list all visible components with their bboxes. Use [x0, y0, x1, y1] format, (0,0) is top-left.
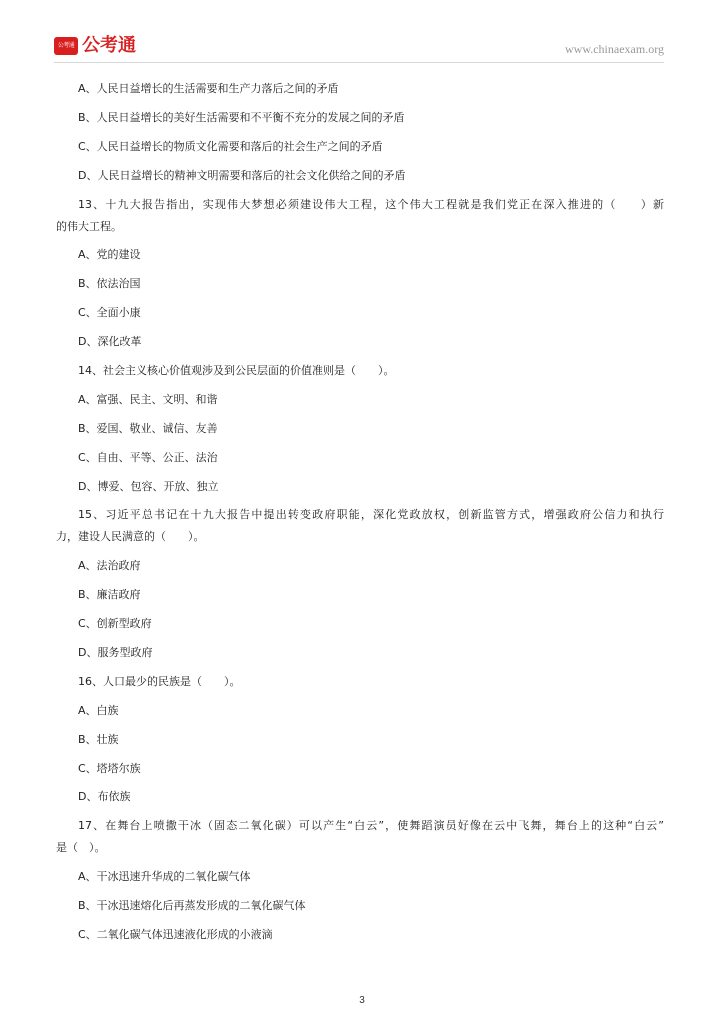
page-header [54, 34, 664, 62]
answer-option: D、人民日益增长的精神文明需要和落后的社会文化供给之间的矛盾 [78, 168, 406, 182]
question-text: 17、在舞台上喷撒干冰（固态二氧化碳）可以产生“白云”，使舞蹈演员好像在云中飞舞，舞台上的这种“白云” [78, 819, 664, 833]
answer-option: B、壮族 [78, 732, 119, 746]
question-text: 力，建设人民满意的（ ）。 [56, 530, 205, 544]
answer-option: D、深化改革 [78, 335, 142, 349]
question-text: 的伟大工程。 [56, 219, 122, 233]
page-number: 3 [359, 995, 365, 1006]
answer-option: B、依法治国 [78, 277, 141, 291]
answer-option: C、塔塔尔族 [78, 761, 141, 775]
site-url: www.chinaexam.org [565, 42, 664, 56]
question-text: 14、社会主义核心价值观涉及到公民层面的价值准则是（ ）。 [78, 364, 395, 378]
answer-option: C、二氧化碳气体迅速液化形成的小液滴 [78, 928, 273, 942]
question-text: 是（ ）。 [56, 841, 106, 855]
question-text: 13、十九大报告指出，实现伟大梦想必须建设伟大工程，这个伟大工程就是我们党正在深入推进的（ ）新 [78, 197, 664, 211]
logo-badge: 公考通 [54, 37, 78, 55]
header-divider [54, 62, 664, 63]
answer-option: B、爱国、敬业、诚信、友善 [78, 421, 218, 435]
answer-option: D、服务型政府 [78, 646, 153, 660]
answer-option: C、全面小康 [78, 306, 141, 320]
answer-option: B、廉洁政府 [78, 588, 141, 602]
answer-option: A、干冰迅速升华成的二氧化碳气体 [78, 870, 251, 884]
question-text: 16、人口最少的民族是（ ）。 [78, 674, 241, 688]
question-content [56, 78, 664, 953]
logo-text: 公考通 [82, 35, 136, 56]
question-text: 15、习近平总书记在十九大报告中提出转变政府职能，深化党政放权，创新监管方式，增强政府公信力和执行 [78, 508, 664, 522]
answer-option: C、创新型政府 [78, 617, 152, 631]
answer-option: D、博爱、包容、开放、独立 [78, 479, 219, 493]
answer-option: A、法治政府 [78, 559, 141, 573]
answer-option: B、人民日益增长的美好生活需要和不平衡不充分的发展之间的矛盾 [78, 110, 405, 124]
answer-option: A、人民日益增长的生活需要和生产力落后之间的矛盾 [78, 82, 339, 95]
answer-option: B、干冰迅速熔化后再蒸发形成的二氧化碳气体 [78, 899, 306, 913]
answer-option: C、自由、平等、公正、法治 [78, 450, 218, 464]
answer-option: A、党的建设 [78, 248, 141, 262]
answer-option: D、布依族 [78, 790, 131, 804]
answer-option: C、人民日益增长的物质文化需要和落后的社会生产之间的矛盾 [78, 139, 383, 153]
answer-option: A、白族 [78, 703, 119, 717]
answer-option: A、富强、民主、文明、和谐 [78, 392, 218, 406]
